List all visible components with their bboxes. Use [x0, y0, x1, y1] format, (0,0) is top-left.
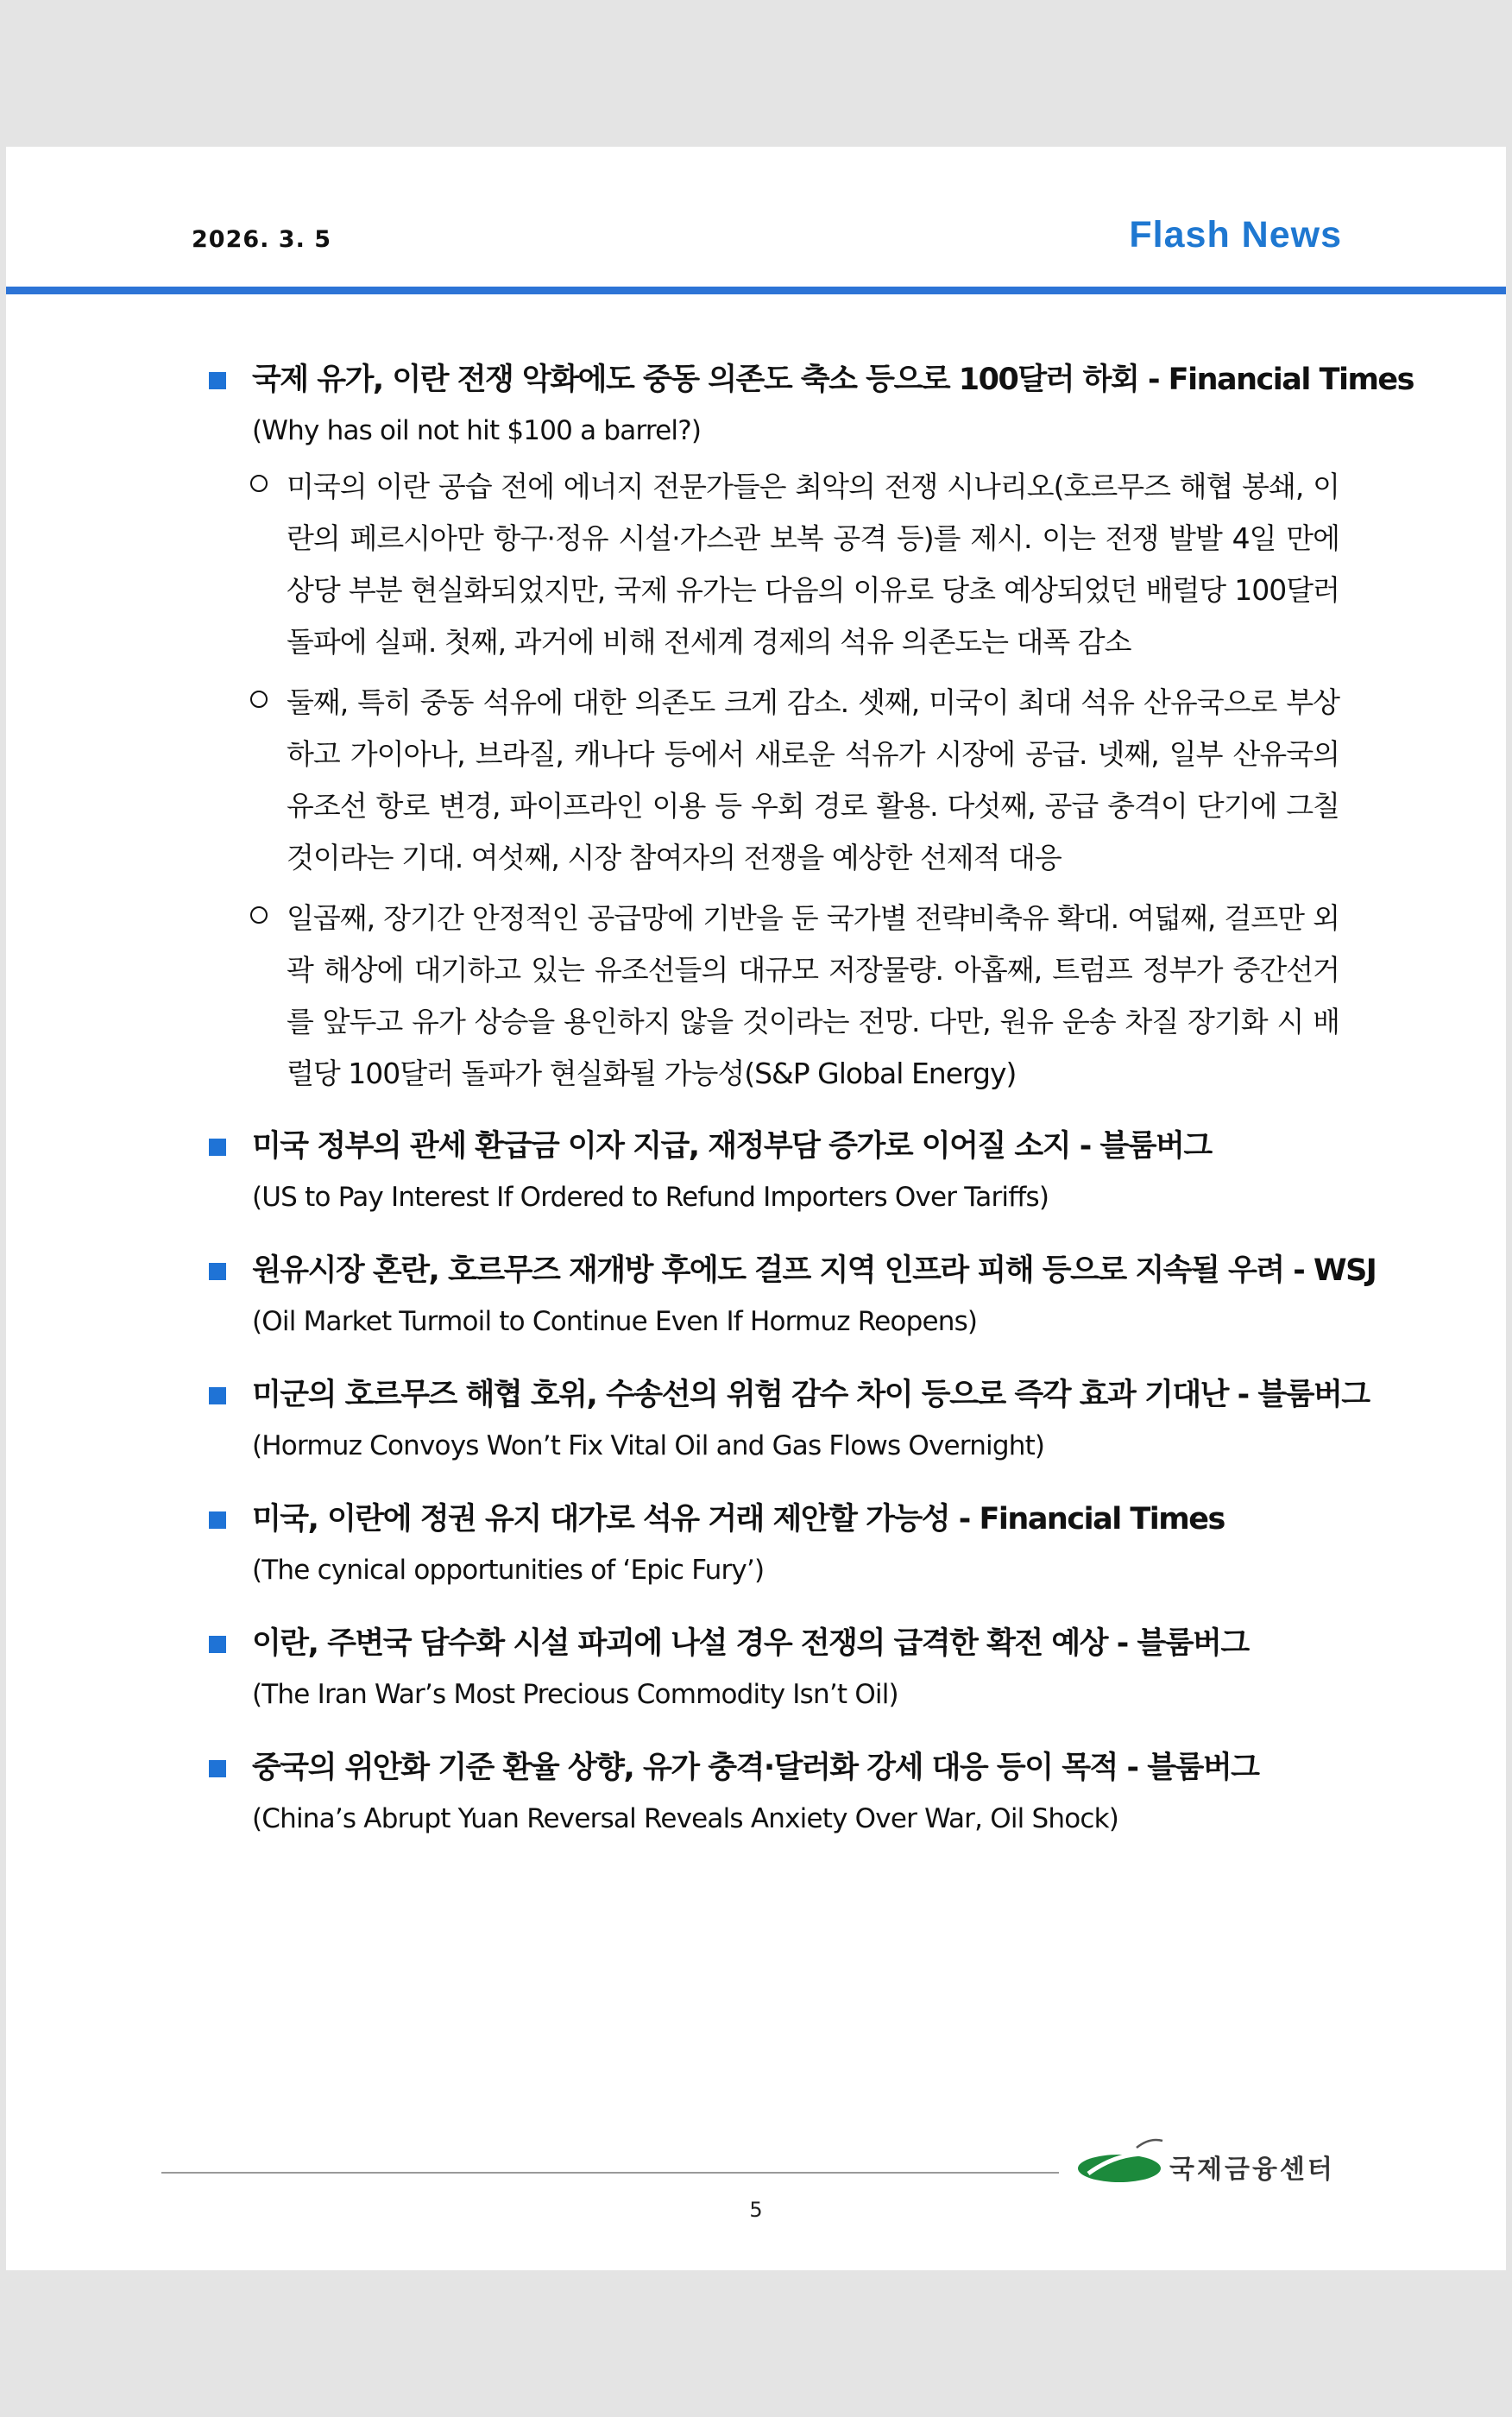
square-bullet-icon: [209, 1636, 226, 1653]
news-item: [209, 1742, 1339, 1844]
news-item: [209, 1618, 1339, 1720]
english-title: (China’s Abrupt Yuan Reversal Reveals Anxiety Over War, Oil Shock): [252, 1803, 1119, 1834]
english-title: (The Iran War’s Most Precious Commodity Isn’t Oil): [252, 1679, 898, 1710]
english-title: (The cynical opportunities of ‘Epic Fury’): [252, 1555, 765, 1586]
english-title: (Oil Market Turmoil to Continue Even If Hormuz Reopens): [252, 1306, 978, 1337]
news-headline: 미국, 이란에 정권 유지 대가로 석유 거래 제안할 가능성 - Financial Times: [209, 1493, 1339, 1545]
news-headline: 이란, 주변국 담수화 시설 파괴에 나설 경우 전쟁의 급격한 확전 예상 - 블룸버그: [209, 1618, 1339, 1669]
detail-paragraph: 미국의 이란 공습 전에 에너지 전문가들은 최악의 전쟁 시나리오(호르무즈 해협 봉쇄, 이란의 페르시아만 항구·정유 시설·가스관 보복 공격 등)를 제시. 이는 전쟁 발발 4일 만에 상당 부분 현실화되었지만, 국제 유가는 다음의 이유로 당초 예상되었던 배럴당 100달러 돌파에 실패. 첫째, 과거에 비해 전세계 경제의 석유 의존도는 대폭 감소: [209, 461, 1339, 668]
square-bullet-icon: [209, 1387, 226, 1404]
news-details: [209, 461, 1339, 1100]
news-headline: 국제 유가, 이란 전쟁 악화에도 중동 의존도 축소 등으로 100달러 하회 - Financial Times: [209, 354, 1339, 406]
news-headline: 미군의 호르무즈 해협 호위, 수송선의 위험 감수 차이 등으로 즉각 효과 기대난 - 블룸버그: [209, 1369, 1339, 1421]
english-title: (Why has oil not hit $100 a barrel?): [252, 415, 702, 446]
report-title: Flash News: [1129, 214, 1342, 256]
detail-paragraph: 일곱째, 장기간 안정적인 공급망에 기반을 둔 국가별 전략비축유 확대. 여덟째, 걸프만 외곽 해상에 대기하고 있는 유조선들의 대규모 저장물량. 아홉째, 트럼프 정부가 중간선거를 앞두고 유가 상승을 용인하지 않을 것이라는 전망. 다만, 원유 운송 차질 장기화 시 배럴당 100달러 돌파가 현실화될 가능성(S&P Global Energy): [209, 893, 1339, 1100]
circle-bullet-icon: [250, 475, 268, 492]
news-item: [209, 1369, 1370, 1471]
news-headline: 미국 정부의 관세 환급금 이자 지급, 재정부담 증가로 이어질 소지 - 블룸버그: [209, 1120, 1339, 1172]
detail-paragraph: 둘째, 특히 중동 석유에 대한 의존도 크게 감소. 셋째, 미국이 최대 석유 산유국으로 부상하고 가이아나, 브라질, 캐나다 등에서 새로운 석유가 시장에 공급. 넷째, 일부 산유국의 유조선 항로 변경, 파이프라인 이용 등 우회 경로 활용. 다섯째, 공급 충격이 단기에 그칠 것이라는 기대. 여섯째, 시장 참여자의 전쟁을 예상한 선제적 대응: [209, 677, 1339, 884]
news-item: [209, 1493, 1339, 1595]
square-bullet-icon: [209, 1760, 226, 1777]
square-bullet-icon: [209, 1263, 226, 1280]
square-bullet-icon: [209, 1511, 226, 1529]
news-item: [209, 354, 1414, 1100]
org-name: 국제금융센터: [1169, 2155, 1335, 2185]
news-list: [209, 354, 1414, 1844]
square-bullet-icon: [209, 1139, 226, 1156]
english-title: (US to Pay Interest If Ordered to Refund Importers Over Tariffs): [252, 1182, 1049, 1213]
news-headline: 중국의 위안화 기준 환율 상향, 유가 충격·달러화 강세 대응 등이 목적 - 블룸버그: [209, 1742, 1339, 1794]
news-item: [209, 1120, 1339, 1222]
english-title: (Hormuz Convoys Won’t Fix Vital Oil and Gas Flows Overnight): [252, 1430, 1045, 1461]
circle-bullet-icon: [250, 906, 268, 924]
circle-bullet-icon: [250, 691, 268, 708]
news-item: [209, 1245, 1377, 1347]
header-divider: [6, 287, 1506, 294]
footer-divider: [161, 2172, 1059, 2174]
document-page: [6, 147, 1506, 2270]
news-headline: 원유시장 혼란, 호르무즈 재개방 후에도 걸프 지역 인프라 피해 등으로 지속될 우려 - WSJ: [209, 1245, 1339, 1297]
page-number: 5: [749, 2198, 763, 2222]
square-bullet-icon: [209, 372, 226, 389]
report-date: 2026. 3. 5: [192, 226, 332, 253]
